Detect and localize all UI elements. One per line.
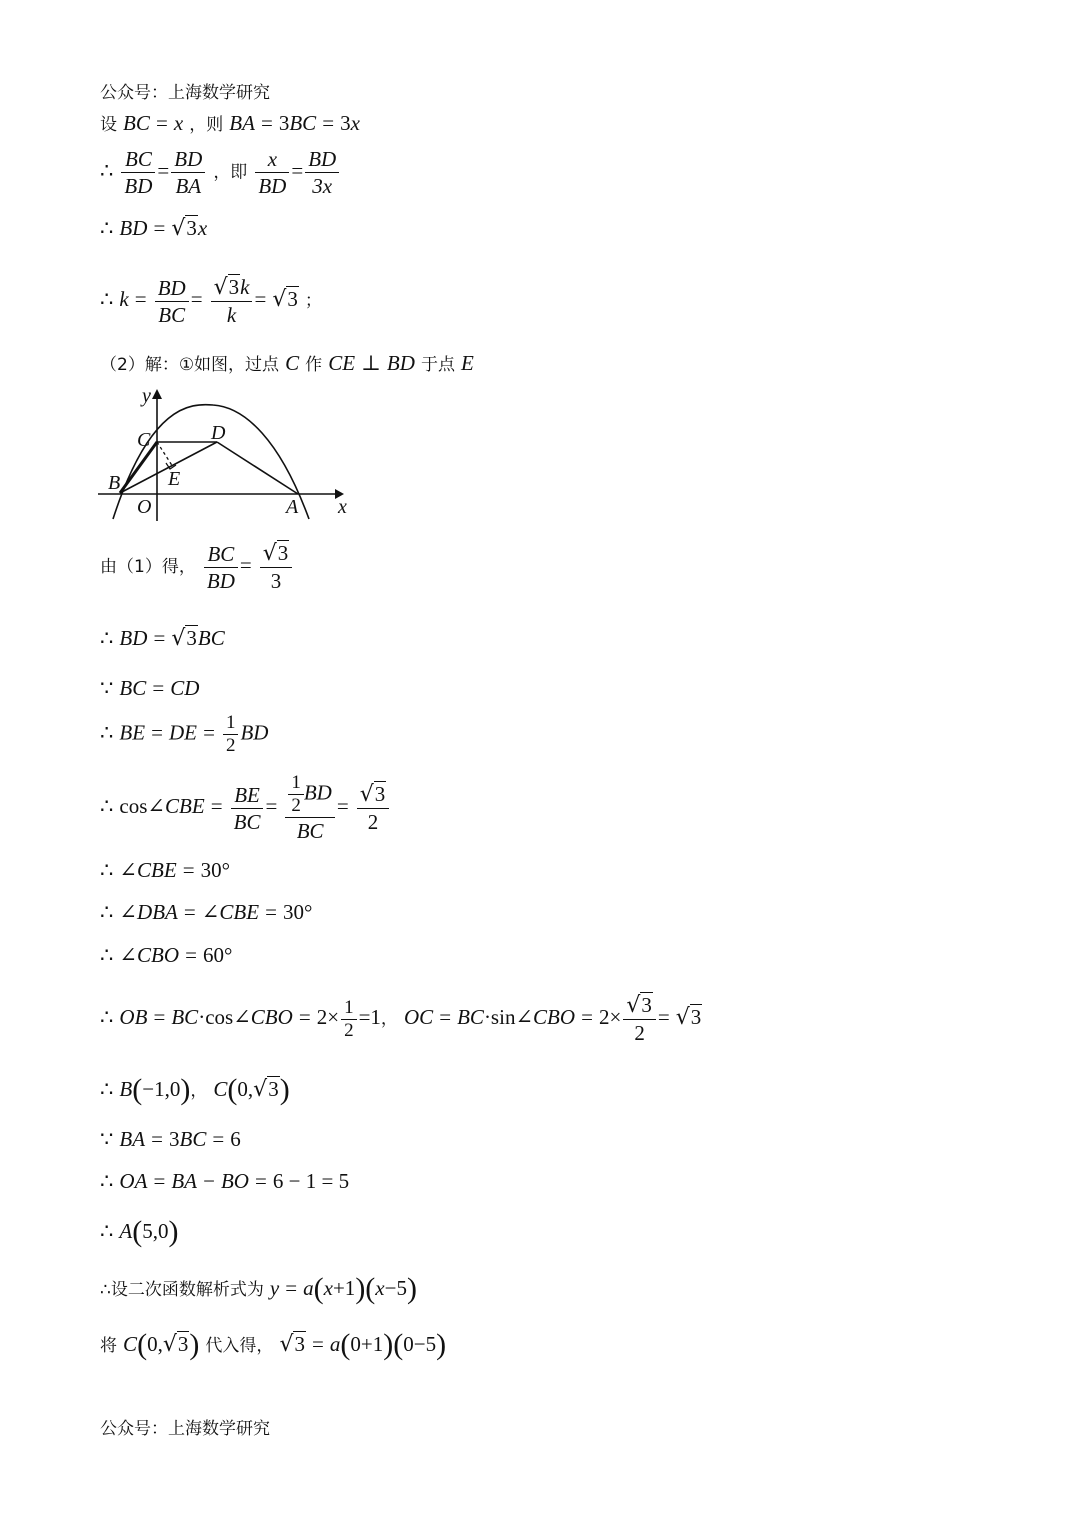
line-quadratic: ∴设二次函数解析式为 y = a(x+1)(x−5) — [100, 1272, 417, 1305]
label-c: C — [137, 429, 151, 451]
label-o: O — [137, 496, 152, 518]
text-set-quadratic: ∴设二次函数解析式为 — [100, 1280, 264, 1300]
geometry-figure — [95, 385, 345, 525]
line-oa: ∴ OA = BA − BO = 6 − 1 = 5 — [100, 1169, 350, 1193]
text-at-point: 于点 — [420, 355, 455, 375]
line-ob-oc: ∴ OB = BC·cos∠CBO = 2× $\frac{1}{2}$ =1， OC = BC·sin∠CBO = 2× $\frac{√3}{2}$ = √3 — [100, 993, 702, 1045]
line-bd: ∴ BD = √3x — [100, 216, 208, 241]
text-semicolon: ； — [304, 291, 322, 311]
text-from-1: 由（1）得， — [100, 557, 196, 577]
line-substitute: 将 C(0,√3) 代入得， √3 = a(0+1)(0−5) — [100, 1328, 447, 1361]
text-set: 设 — [100, 115, 117, 135]
text-make: 作 — [305, 355, 323, 375]
line-from-1: 由（1）得， $\frac{BC}{BD}$ = $\frac{√3}{3}$ — [100, 540, 294, 594]
line-ratio: ∴ $\frac{BC}{BD}$ = $\frac{BD}{BA}$ ，即 $\frac{x}{BD}$ = $\frac{BD}{3x}$ — [100, 146, 341, 199]
header-text: 公众号：上海数学研究 — [100, 83, 270, 103]
label-a: A — [286, 496, 299, 518]
text-substitute: 将 — [100, 1336, 117, 1356]
text-namely: ，即 — [213, 162, 248, 183]
line-bd-bc: ∴ BD = √3BC — [100, 626, 225, 651]
label-e: E — [168, 468, 181, 490]
line-part2: （2）解：①如图，过点 C 作 CE ⊥ BD 于点 E — [100, 351, 474, 375]
line-angle-cbe: ∴ ∠CBE = 30° — [100, 858, 231, 882]
footer-text: 公众号：上海数学研究 — [100, 1419, 270, 1439]
line-point-a: ∴ A(5,0) — [100, 1215, 179, 1248]
line-angle-cbo: ∴ ∠CBO = 60° — [100, 943, 233, 967]
line-cos: ∴ cos∠CBE = $\frac{BE}{BC}$ = $\frac{1}{2}$ BD BC = $\frac{√3}{2}$ — [100, 772, 391, 844]
text-part2: （2）解：①如图，过点 — [100, 355, 280, 375]
label-b: B — [108, 472, 121, 494]
text-into: 代入得， — [205, 1336, 274, 1356]
line-angle-dba: ∴ ∠DBA = ∠CBE = 30° — [100, 900, 313, 924]
line-k: ∴ k = $\frac{BD}{BC}$ = $\frac{√3k}{k}$ = √3 ； — [100, 275, 322, 327]
line-bc-cd: ∵ BC = CD — [100, 676, 200, 700]
label-x: x — [338, 496, 347, 518]
label-d: D — [211, 422, 226, 444]
text-then: ，则 — [189, 115, 224, 135]
line-set-bc: 设 BC = x ，则 BA = 3BC = 3x — [100, 111, 360, 135]
label-y: y — [142, 385, 151, 407]
line-points-bc: ∴ B(−1,0)， C(0,√3) — [100, 1073, 290, 1106]
line-be-de: ∴ BE = DE = $\frac{1}{2}$ BD — [100, 712, 269, 756]
line-ba: ∵ BA = 3BC = 6 — [100, 1127, 241, 1151]
